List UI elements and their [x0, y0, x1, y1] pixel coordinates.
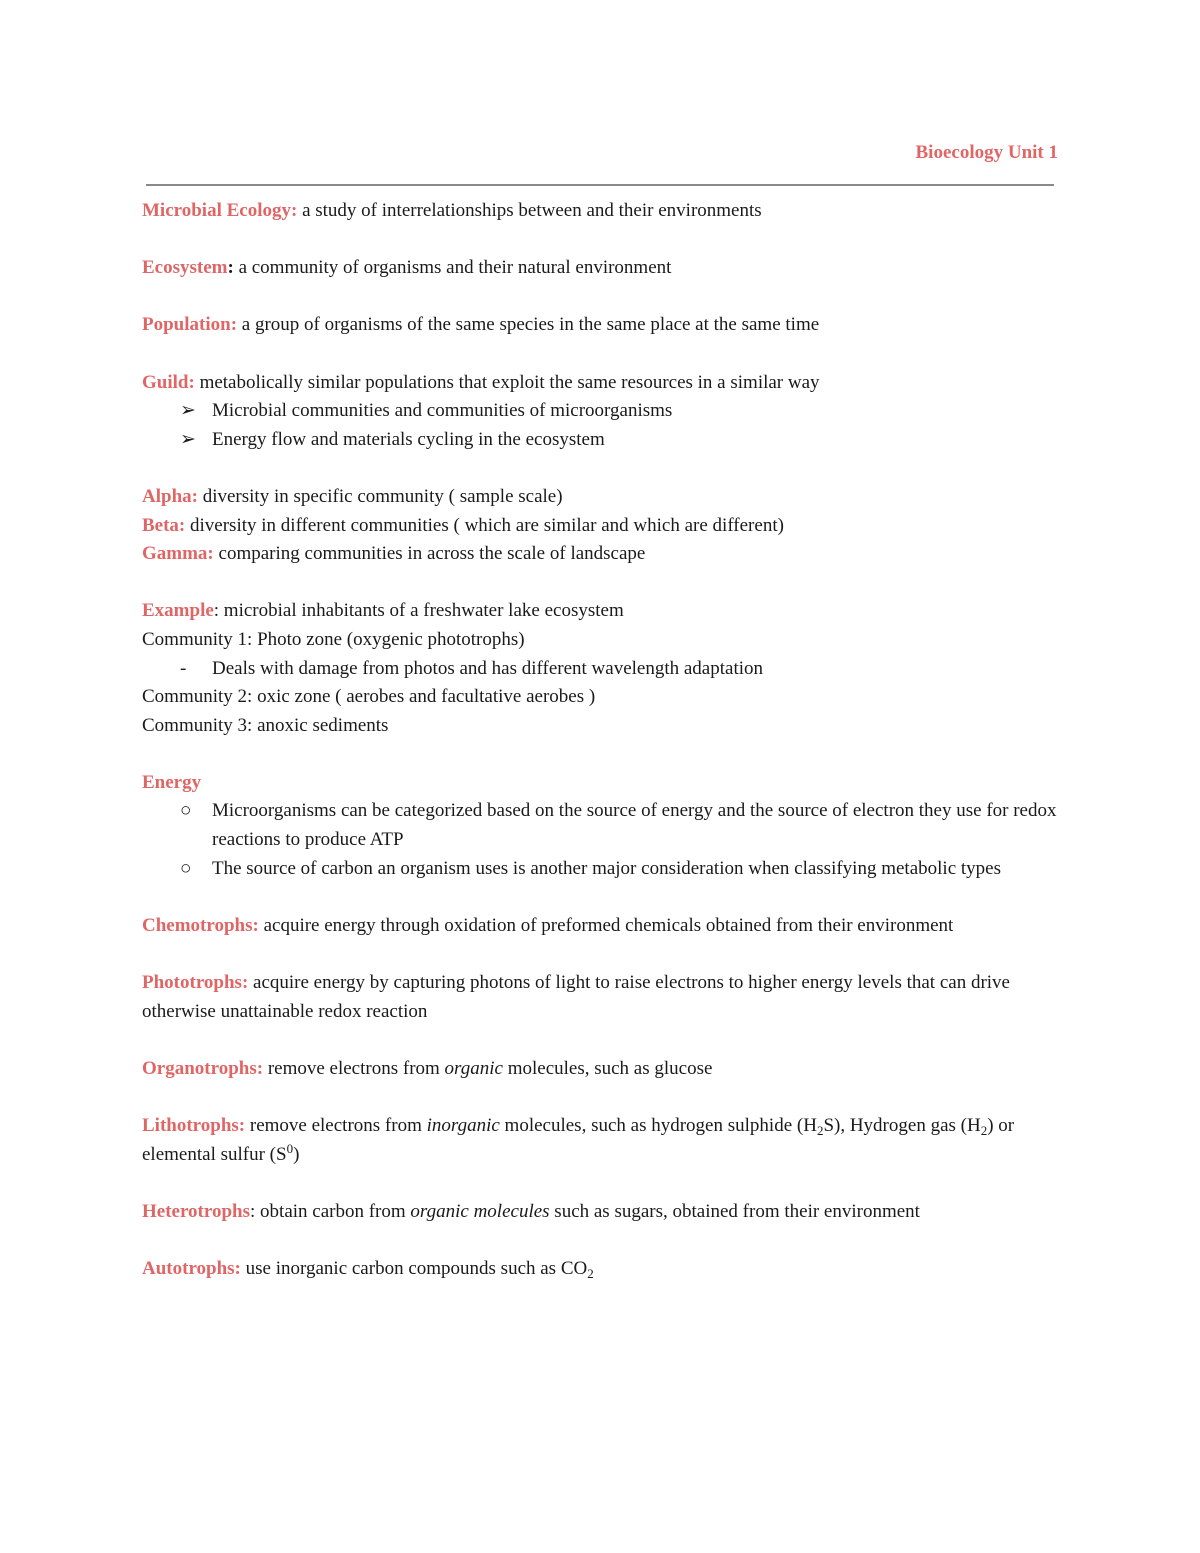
definition-text: obtain carbon from — [255, 1200, 411, 1222]
list-item — [142, 797, 1062, 854]
definition-text: remove electrons from — [263, 1057, 445, 1079]
dash-bullet-icon: - — [180, 657, 187, 679]
community-1: Community 1: Photo zone (oxygenic phototrophs) — [142, 628, 525, 650]
arrow-bullet-icon: ➢ — [180, 428, 196, 450]
community-3: Community 3: anoxic sediments — [142, 714, 389, 736]
subscript: 2 — [980, 1123, 988, 1138]
definition-text: acquire energy by capturing photons of light to raise electrons to higher energy levels that can drive otherwise unattainable redox reaction — [142, 972, 1010, 1022]
term-colon: : — [227, 257, 234, 279]
list-item-text: Deals with damage from photos and has different wavelength adaptation — [212, 657, 764, 679]
definition-lithotrophs — [142, 1112, 1062, 1169]
community-2: Community 2: oxic zone ( aerobes and facultative aerobes ) — [142, 686, 596, 708]
term-colon: : — [250, 1200, 256, 1222]
definition-text: comparing communities in across the scale of landscape — [213, 543, 646, 565]
list-item-text: Microorganisms can be categorized based on the source of energy and the source of electron they use for redox reactions to produce ATP — [212, 800, 1057, 851]
page-header-title: Bioecology Unit 1 — [915, 142, 1058, 163]
definition-emphasis: organic molecules — [410, 1200, 550, 1222]
definition-text: such as sugars, obtained from their environment — [549, 1200, 920, 1222]
term-label: Lithotrophs: — [142, 1115, 246, 1136]
definition-organotrophs — [142, 1055, 1062, 1084]
definition-chemotrophs — [142, 912, 1062, 941]
term-label: Energy — [142, 771, 202, 793]
definition-population — [142, 311, 1062, 340]
arrow-bullet-icon: ➢ — [180, 400, 196, 422]
definition-guild — [142, 369, 1062, 398]
definition-text: : microbial inhabitants of a freshwater lake ecosystem — [213, 600, 624, 622]
definition-text: ) — [293, 1143, 300, 1165]
definition-text: a group of organisms of the same species in the same place at the same time — [237, 314, 820, 336]
definition-text: remove electrons from — [245, 1115, 427, 1136]
term-label: Chemotrophs: — [142, 914, 259, 936]
term-label: Phototrophs: — [142, 972, 249, 994]
definition-beta — [142, 512, 1062, 541]
definition-ecosystem — [142, 254, 1062, 283]
definition-text: diversity in different communities ( which are similar and which are different) — [185, 514, 784, 536]
definition-text: S), Hydrogen gas (H — [823, 1115, 981, 1136]
definition-text: acquire energy through oxidation of preformed chemicals obtained from their environment — [258, 914, 954, 936]
definition-gamma — [142, 540, 1062, 569]
definition-text: a study of interrelationships between and their environments — [297, 200, 762, 221]
definition-alpha — [142, 483, 1062, 512]
term-label: Gamma: — [142, 543, 214, 565]
term-label: Heterotrophs — [142, 1200, 251, 1222]
subscript: 2 — [587, 1265, 594, 1281]
list-item — [142, 397, 1062, 426]
list-item — [142, 855, 1062, 884]
document-body — [142, 197, 1062, 1284]
circle-bullet-icon: ○ — [180, 857, 192, 879]
definition-text: ) or elemental sulfur (S — [142, 1115, 1015, 1165]
list-item — [142, 426, 1062, 455]
definition-microbial-ecology — [142, 197, 1062, 226]
term-label: Beta: — [142, 514, 186, 536]
term-label: Alpha: — [142, 485, 198, 507]
definition-text: a community of organisms and their natural environment — [233, 257, 672, 279]
term-label: Ecosystem — [142, 257, 228, 279]
list-item-text: Energy flow and materials cycling in the ecosystem — [212, 428, 605, 450]
term-label: Autotrophs: — [142, 1257, 241, 1279]
definition-text: molecules, such as glucose — [502, 1057, 713, 1079]
header-divider — [146, 184, 1054, 186]
energy-heading — [142, 769, 1062, 798]
list-item — [142, 655, 1062, 684]
definition-heterotrophs — [142, 1198, 1062, 1227]
definition-phototrophs — [142, 969, 1062, 1026]
term-label: Organotrophs — [142, 1057, 257, 1079]
term-label: Population: — [142, 314, 238, 336]
definition-text: diversity in specific community ( sample scale) — [197, 485, 563, 507]
definition-text: metabolically similar populations that exploit the same resources in a similar way — [194, 371, 820, 393]
subscript: 2 — [816, 1123, 824, 1138]
circle-bullet-icon: ○ — [180, 800, 192, 822]
definition-emphasis: organic — [444, 1057, 503, 1079]
definition-text: use inorganic carbon compounds such as CO — [240, 1257, 588, 1279]
definition-emphasis: inorganic — [426, 1115, 500, 1136]
example-heading — [142, 597, 1062, 626]
superscript: 0 — [286, 1140, 294, 1156]
term-label: Microbial Ecology: — [142, 200, 298, 221]
term-label: Guild: — [142, 371, 195, 393]
term-label: Example — [142, 600, 214, 622]
term-colon: : — [256, 1057, 264, 1079]
list-item-text: Microbial communities and communities of microorganisms — [212, 400, 673, 422]
list-item-text: The source of carbon an organism uses is another major consideration when classifying metabolic types — [212, 857, 1001, 879]
definition-autotrophs — [142, 1255, 1062, 1284]
definition-text: molecules, such as hydrogen sulphide (H — [499, 1115, 817, 1136]
